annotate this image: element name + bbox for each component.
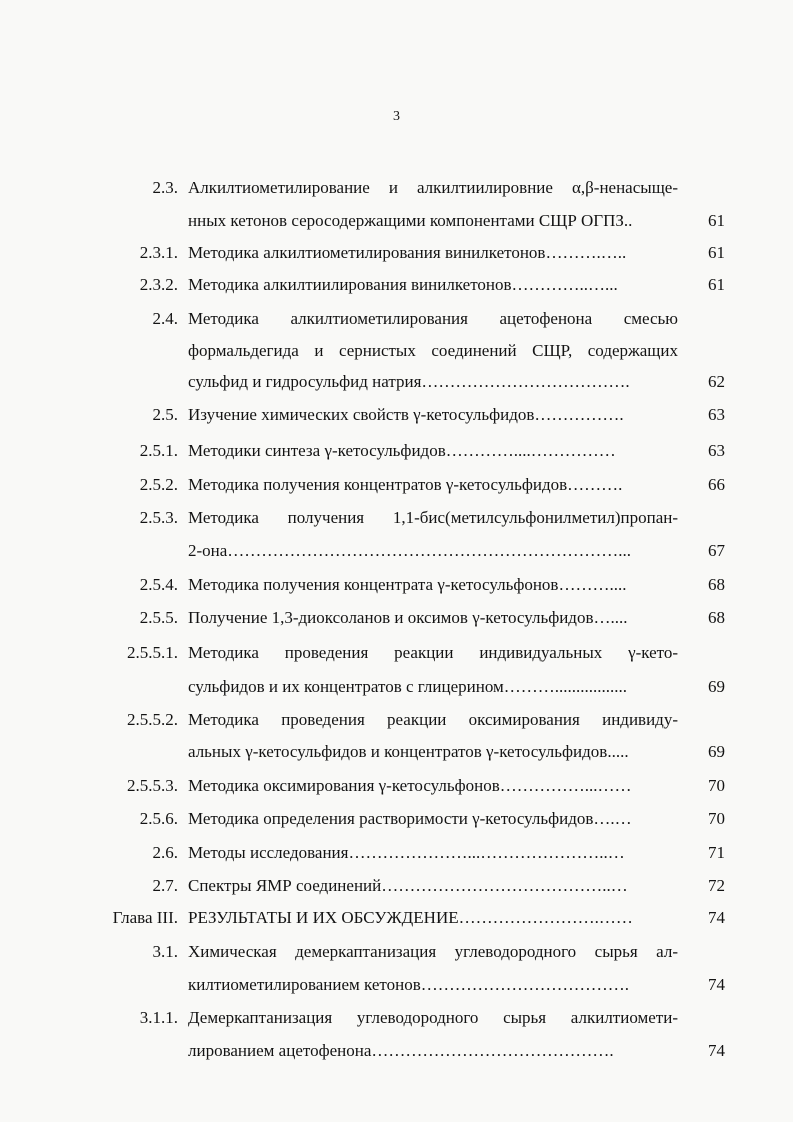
toc-entry-title-line: Спектры ЯМР соединений…………………………………..… <box>188 876 628 895</box>
toc-entry-title-line: Методики синтеза γ-кетосульфидов…………....…………… <box>188 441 616 460</box>
toc-entry-page: 74 <box>708 975 725 994</box>
toc-entry-title-line: Алкилтиометилирование и алкилтиилировние α,β-ненасыще- <box>188 178 678 197</box>
toc-entry-title-line: формальдегида и сернистых соединений СЩР, содержащих <box>188 341 678 360</box>
toc-entry-title-line: Методика оксимирования γ-кетосульфонов……………...…… <box>188 776 632 795</box>
toc-entry-page: 62 <box>708 372 725 391</box>
toc-entry-page: 61 <box>708 211 725 230</box>
toc-entry-page: 70 <box>708 809 725 828</box>
toc-entry-title-line: альных γ-кетосульфидов и концентратов γ-кетосульфидов..... <box>188 742 629 761</box>
toc-entry-number: 2.5.5.3. <box>127 776 178 795</box>
toc-entry-number: 2.5.6. <box>139 809 178 828</box>
toc-entry-title-line: килтиометилированием кетонов………………………………. <box>188 975 630 994</box>
toc-entry-number: 2.5.2. <box>139 475 178 494</box>
toc-entry-page: 61 <box>708 243 725 262</box>
toc-entry-title-line: 2-она……………………………………………………………... <box>188 541 632 560</box>
toc-entry-title-line: Методика проведения реакции индивидуальных γ-кето- <box>188 643 678 662</box>
toc-entry-number: 2.3. <box>152 178 178 197</box>
toc-entry-number: 2.5.1. <box>139 441 178 460</box>
toc-entry-number: 2.6. <box>152 843 178 862</box>
toc-entry-page: 68 <box>708 608 725 627</box>
toc-entry-title-line: Демеркаптанизация углеводородного сырья алкилтиомети- <box>188 1008 678 1027</box>
toc-entry-number: 3.1.1. <box>139 1008 178 1027</box>
toc-entry-number: 2.5.5.1. <box>127 643 178 662</box>
toc-entry-number: 2.7. <box>152 876 178 895</box>
toc-entry-page: 72 <box>708 876 725 895</box>
toc-entry-title-line: Методы исследования…………………...…………………..… <box>188 843 625 862</box>
toc-entry-number: 2.5.5.2. <box>127 710 178 729</box>
toc-entry-page: 66 <box>708 475 725 494</box>
toc-entry-page: 74 <box>708 1041 725 1060</box>
toc-entry-number: 2.5.4. <box>139 575 178 594</box>
toc-entry-title-line: Методика получения концентрата γ-кетосульфонов……….... <box>188 575 627 594</box>
toc-entry-page: 69 <box>708 742 725 761</box>
toc-entry-title-line: Методика алкилтиометилирования ацетофенона смесью <box>188 309 678 328</box>
page-number: 3 <box>393 109 400 124</box>
toc-entry-title-line: Получение 1,3-диоксоланов и оксимов γ-кетосульфидов….... <box>188 608 628 627</box>
toc-entry-title-line: РЕЗУЛЬТАТЫ И ИХ ОБСУЖДЕНИЕ…………………….…… <box>188 908 633 927</box>
toc-entry-number: 2.3.1. <box>139 243 178 262</box>
toc-entry-page: 74 <box>708 908 725 927</box>
toc-entry-page: 68 <box>708 575 725 594</box>
toc-entry-number: Глава III. <box>112 908 178 927</box>
toc-entry-title-line: Методика получения концентратов γ-кетосульфидов………. <box>188 475 623 494</box>
toc-entry-page: 61 <box>708 275 725 294</box>
toc-entry-page: 63 <box>708 405 725 424</box>
toc-entry-title-line: Методика получения 1,1-бис(метилсульфонилметил)пропан- <box>188 508 678 527</box>
toc-entry-number: 2.4. <box>152 309 178 328</box>
toc-entry-title-line: сульфид и гидросульфид натрия………………………………. <box>188 372 630 391</box>
toc-entry-title-line: нных кетонов серосодержащими компонентами СЩР ОГПЗ.. <box>188 211 633 230</box>
toc-entry-title-line: Химическая демеркаптанизация углеводородного сырья ал- <box>188 942 678 961</box>
toc-entry-page: 69 <box>708 677 725 696</box>
toc-entry-number: 3.1. <box>152 942 178 961</box>
toc-entry-title-line: лированием ацетофенона……………………………………. <box>188 1041 614 1060</box>
toc-entry-page: 63 <box>708 441 725 460</box>
toc-entry-number: 2.5.3. <box>139 508 178 527</box>
toc-entry-title-line: сульфидов и их концентратов с глицерином………................. <box>188 677 628 696</box>
toc-entry-title-line: Методика проведения реакции оксимирования индивиду- <box>188 710 678 729</box>
toc-entry-title-line: Методика алкилтиилирования винилкетонов…………..…... <box>188 275 618 294</box>
toc-entry-number: 2.5. <box>152 405 178 424</box>
toc-entry-title-line: Методика алкилтиометилирования винилкетонов……….….. <box>188 243 627 262</box>
toc-entry-number: 2.5.5. <box>139 608 178 627</box>
toc-entry-page: 67 <box>708 541 725 560</box>
toc-entry-page: 70 <box>708 776 725 795</box>
toc-entry-number: 2.3.2. <box>139 275 178 294</box>
toc-entry-page: 71 <box>708 843 725 862</box>
toc-entry-title-line: Методика определения растворимости γ-кетосульфидов….… <box>188 809 632 828</box>
toc-entry-title-line: Изучение химических свойств γ-кетосульфидов……………. <box>188 405 624 424</box>
